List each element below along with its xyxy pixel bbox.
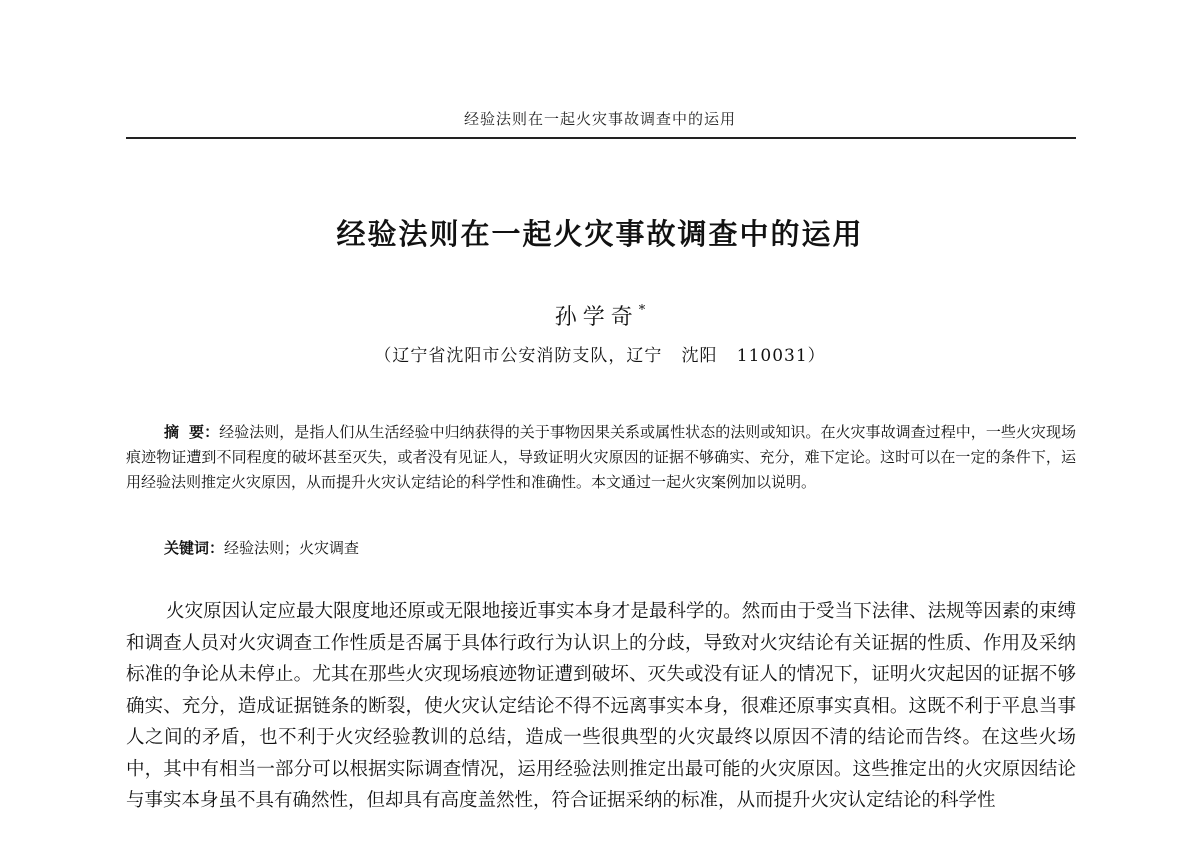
abstract bbox=[126, 420, 1076, 495]
keywords-label: 关键词： bbox=[164, 539, 225, 557]
body-paragraph: 火灾原因认定应最大限度地还原或无限地接近事实本身才是最科学的。然而由于受当下法律、法规等因素的束缚和调查人员对火灾调查工作性质是否属于具体行政行为认识上的分歧，导致对火灾结论有关证据的性质、作用及采纳标准的争论从未停止。尤其在那些火灾现场痕迹物证遭到破坏、灭失或没有证人的情况下，证明火灾起因的证据不够确实、充分，造成证据链条的断裂，使火灾认定结论不得不远离事实本身，很难还原事实真相。这既不利于平息当事人之间的矛盾，也不利于火灾经验教训的总结，造成一些很典型的火灾最终以原因不清的结论而告终。在这些火场中，其中有相当一部分可以根据实际调查情况，运用经验法则推定出最可能的火灾原因。这些推定出的火灾原因结论与事实本身虽不具有确然性，但却具有高度盖然性，符合证据采纳的标准，从而提升火灾认定结论的科学性 bbox=[126, 601, 1076, 811]
author-footnote-mark: * bbox=[638, 303, 646, 318]
paper-title: 经验法则在一起火灾事故调查中的运用 bbox=[336, 217, 864, 251]
abstract-text: 经验法则，是指人们从生活经验中归纳获得的关于事物因果关系或属性状态的法则或知识。在火灾事故调查过程中，一些火灾现场痕迹物证遭到不同程度的破坏甚至灭失，或者没有见证人，导致证明火灾原因的证据不够确实、充分，难下定论。这时可以在一定的条件下，运用经验法则推定火灾原因，从而提升火灾认定结论的科学性和准确性。本文通过一起火灾案例加以说明。 bbox=[126, 423, 1076, 491]
keywords-text: 经验法则；火灾调查 bbox=[224, 539, 360, 557]
header-rule bbox=[126, 137, 1076, 139]
author-affiliation: （辽宁省沈阳市公安消防支队，辽宁 沈阳 110031） bbox=[374, 346, 826, 366]
abstract-label-tail: 要： bbox=[189, 423, 220, 441]
author-line bbox=[0, 300, 1200, 331]
running-header: 经验法则在一起火灾事故调查中的运用 bbox=[463, 110, 736, 128]
author-name: 孙学奇 bbox=[554, 305, 639, 330]
abstract-label: 摘 bbox=[164, 423, 190, 441]
keywords bbox=[164, 537, 359, 558]
